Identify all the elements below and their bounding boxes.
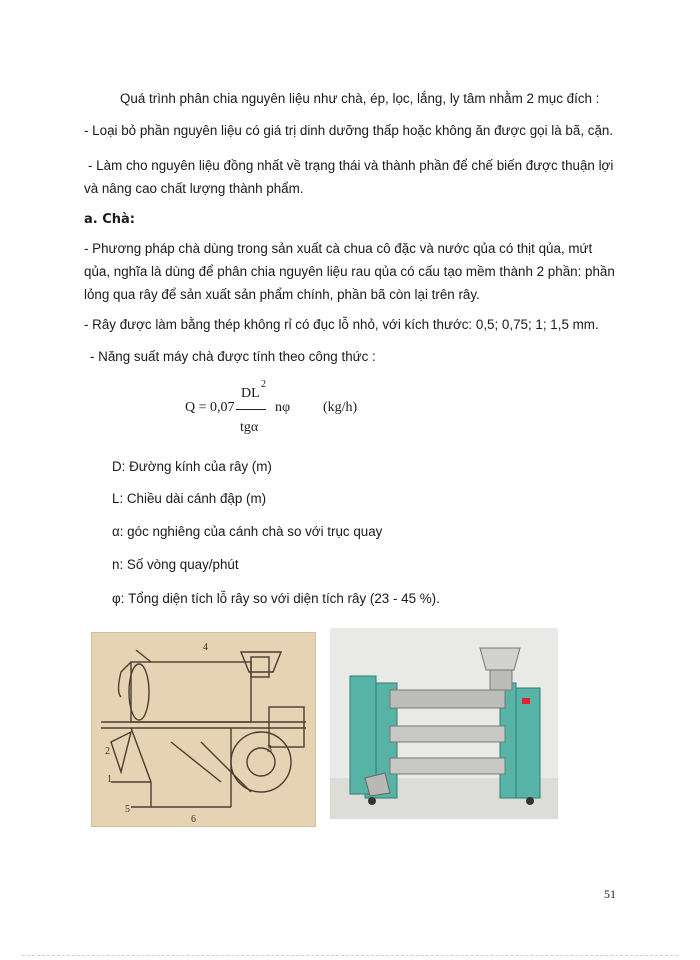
label-5: 5 — [125, 804, 130, 815]
formula-unit: (kg/h) — [323, 400, 358, 415]
page-number: 51 — [604, 887, 616, 901]
section-heading: a. Chà: — [84, 212, 136, 227]
pulper-photo-image — [330, 628, 558, 819]
label-3: 3 — [267, 744, 272, 755]
sieve-paragraph: - Rây được làm bằng thép không rỉ có đục lỗ nhỏ, với kích thước: 0,5; 0,75; 1; 1,5 mm. — [84, 317, 599, 332]
label-6: 6 — [191, 814, 196, 825]
formula-lhs: Q = 0,07 — [185, 400, 235, 415]
symbol-d: D: Đường kính của rây (m) — [112, 459, 272, 474]
formula-factor: nφ — [275, 400, 291, 415]
label-1: 1 — [107, 774, 112, 785]
page-footer-divider — [22, 955, 678, 956]
purpose-2: - Làm cho nguyên liệu đồng nhất về trạng thái và thành phần để chế biến được thuận lợi và nâng cao chất lượng thành phẩm. — [84, 158, 614, 196]
pulper-diagram-image — [91, 632, 316, 827]
purpose-1: - Loại bỏ phần nguyên liệu có giá trị dinh dưỡng thấp hoặc không ăn được gọi là bã, cặn. — [84, 123, 614, 138]
symbol-l: L: Chiều dài cánh đập (m) — [112, 491, 267, 506]
method-paragraph: - Phương pháp chà dùng trong sản xuất cà chua cô đặc và nước qủa có thịt qủa, mứt qủa, nghĩa là dùng để phân chia nguyên liệu rau qủa có cấu tạo mềm thành 2 phần: phần lỏng qua rây để sản xuất sản phẩm chính, phần bã còn lại trên rây. — [84, 241, 615, 302]
label-2: 2 — [105, 746, 110, 757]
symbol-alpha: α: góc nghiêng của cánh chà so với trục quay — [112, 524, 383, 539]
intro-paragraph: Quá trình phân chia nguyên liệu như chà, ép, lọc, lắng, ly tâm nhằm 2 mục đích : — [120, 91, 600, 106]
capacity-paragraph: - Năng suất máy chà được tính theo công thức : — [90, 349, 376, 364]
symbol-phi: φ: Tổng diện tích lỗ rây so với diện tích rây (23 - 45 %). — [112, 591, 440, 606]
formula-exponent: 2 — [261, 379, 266, 390]
label-4: 4 — [203, 642, 208, 653]
capacity-formula — [185, 376, 445, 446]
symbol-n: n: Số vòng quay/phút — [112, 557, 239, 572]
fraction-line — [236, 409, 266, 410]
formula-denominator: tgα — [240, 420, 259, 435]
formula-numerator: DL — [241, 386, 260, 401]
